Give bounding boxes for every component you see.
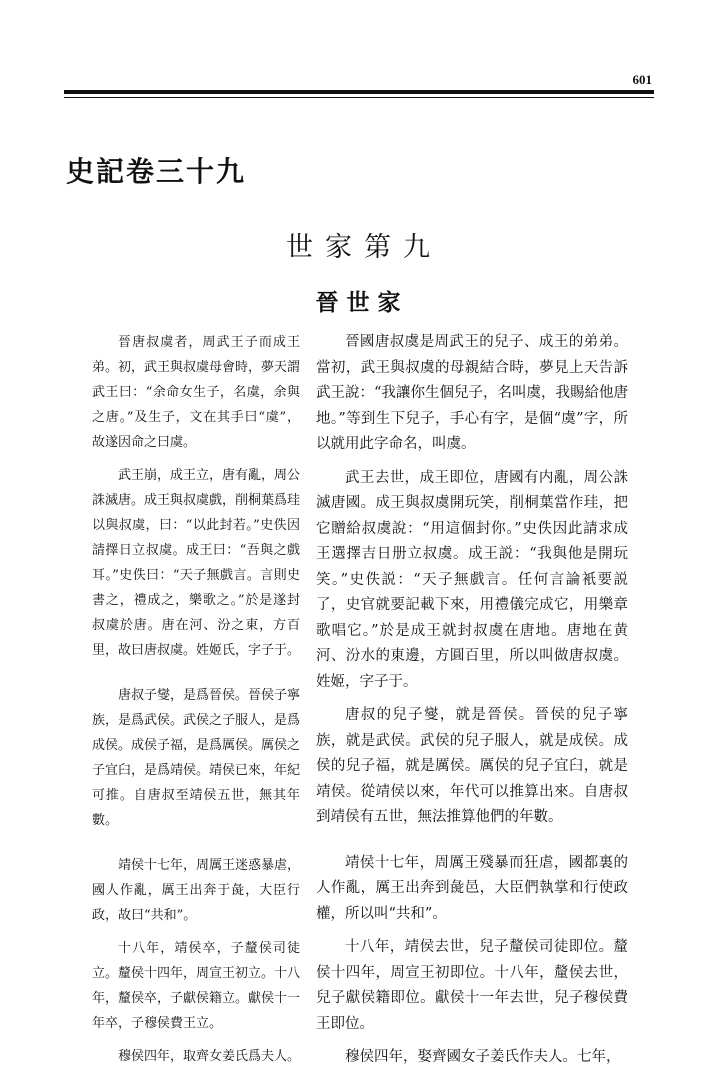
translation-paragraph: 靖侯十七年，周厲王殘暴而狂虐，國都裏的人作亂，厲王出奔到彘邑，大臣們執掌和行使政權，所以叫“共和”。: [316, 854, 628, 922]
translation-text-column: [316, 330, 628, 1065]
translation-paragraph: 唐叔的兒子燮，就是晉侯。晉侯的兒子寧族，就是武侯。武侯的兒子服人，就是成侯。成侯的兒子福，就是厲侯。厲侯的兒子宜臼，就是靖侯。從靖侯以來，年代可以推算出來。自唐叔到靖侯有五世，無法推算他們的年數。: [316, 707, 628, 825]
chapter-title: 晉世家: [315, 290, 409, 316]
translation-paragraph: 晉國唐叔虞是周武王的兒子、成王的弟弟。當初，武王與叔虞的母親結合時，夢見上天告訴武王說：“我讓你生個兒子，名叫虞，我賜給他唐地。”等到生下兒子，手心有字，是個“虞”字，所以就用此字命名，叫虞。: [316, 334, 628, 452]
volume-title: 史記卷三十九: [66, 155, 247, 188]
translation-paragraph: 穆侯四年，娶齊國女子姜氏作夫人。七年，: [345, 1049, 621, 1065]
classical-paragraph: 十八年，靖侯卒，子釐侯司徒立。釐侯十四年，周宣王初立。十八年，釐侯卒，子獻侯籍立。獻侯十一年卒，子穆侯費王立。: [92, 941, 301, 1031]
translation-paragraph: 武王去世，成王即位，唐國有内亂，周公誅滅唐國。成王與叔虞開玩笑，削桐葉當作珪，把它贈給叔虞說：“用這個封你。”史佚因此請求成王選擇吉日册立叔虞。成王説：“我與他是開玩笑。”史佚説：“天子無戲言。任何言論衹要説了，史官就要記載下來，用禮儀完成它，用樂章歌唱它。”於是成王就封叔虞在唐地。唐地在黄河、汾水的東邊，方圓百里，所以叫做唐叔虞。姓姬，字子于。: [316, 469, 628, 690]
translation-paragraph: 十八年，靖侯去世，兒子釐侯司徒即位。釐侯十四年，周宣王初即位。十八年，釐侯去世，兒子獻侯籍即位。獻侯十一年去世，兒子穆侯費王即位。: [316, 939, 628, 1032]
classical-text-column: [92, 330, 301, 1064]
header-rule-thin: [64, 97, 654, 98]
classical-paragraph: 靖侯十七年，周厲王迷惑暴虐，國人作亂，厲王出奔于彘，大臣行政，故曰“共和”。: [92, 858, 301, 923]
classical-paragraph: 武王崩，成王立，唐有亂，周公誅滅唐。成王與叔虞戲，削桐葉爲珪以與叔虞，曰：“以此封若。”史佚因請擇日立叔虞。成王曰：“吾與之戲耳。”史佚曰：“天子無戲言。言則史書之，禮成之，樂歌之。”於是遂封叔虞於唐。唐在河、汾之東，方百里，故曰唐叔虞。姓姬氏，字子于。: [92, 468, 301, 658]
classical-paragraph: 穆侯四年，取齊女姜氏爲夫人。: [118, 1049, 301, 1064]
page-number: 601: [632, 72, 652, 87]
section-title: 世家第九: [286, 232, 442, 263]
header-rule-thick: [64, 90, 654, 94]
classical-paragraph: 唐叔子燮，是爲晉侯。晉侯子寧族，是爲武侯。武侯之子服人，是爲成侯。成侯子福，是爲厲侯。厲侯之子宜臼，是爲靖侯。靖侯已來，年紀可推。自唐叔至靖侯五世，無其年數。: [92, 688, 301, 828]
classical-paragraph: 晉唐叔虞者，周武王子而成王弟。初，武王與叔虞母會時，夢天謂武王曰：“余命女生子，名虞，余與之唐。”及生子，文在其手曰“虞”，故遂因命之曰虞。: [92, 335, 301, 450]
